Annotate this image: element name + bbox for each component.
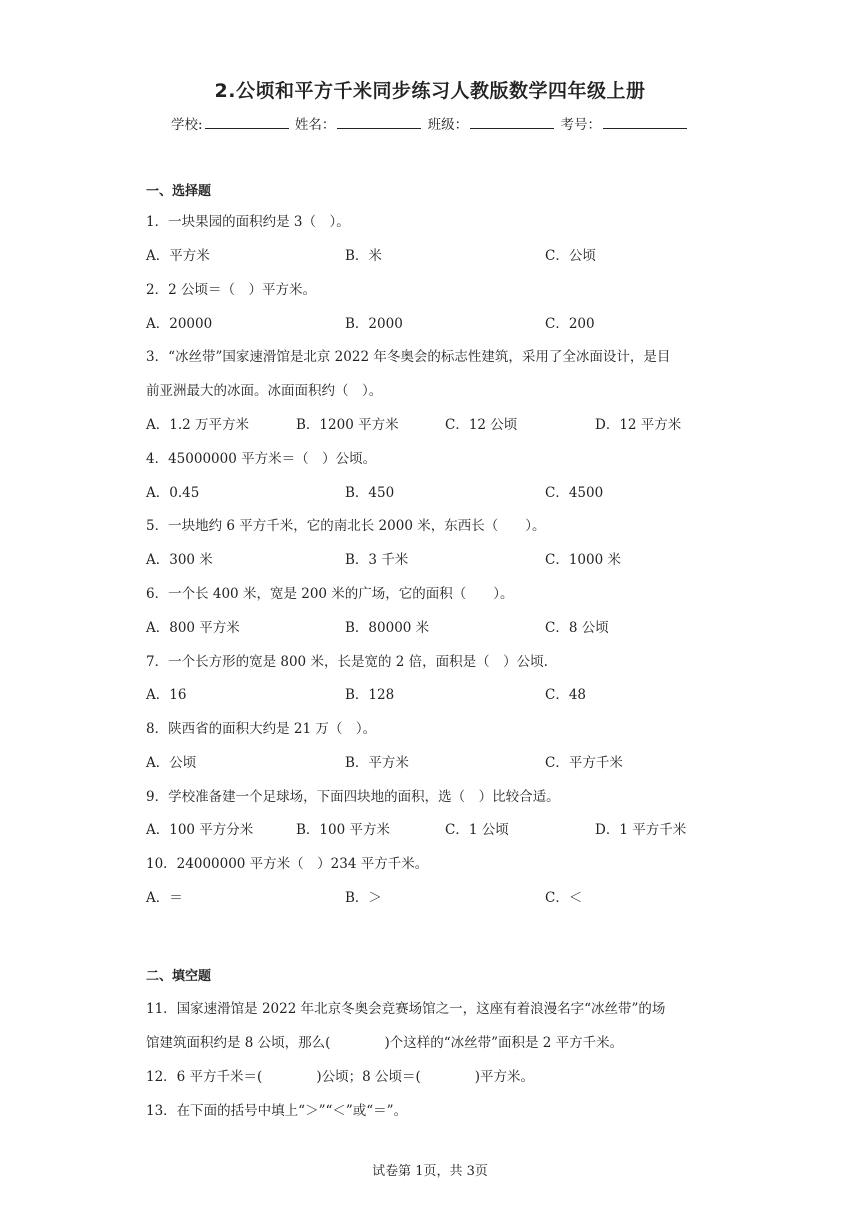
q3-option-d[interactable]: D．12 平方米 <box>595 417 682 433</box>
q2-option-c[interactable]: C．200 <box>545 316 595 332</box>
q2-option-a[interactable]: A．20000 <box>146 316 213 332</box>
q10-option-c[interactable]: C．＜ <box>545 890 583 906</box>
q7-option-a[interactable]: A．16 <box>146 687 187 703</box>
page-title: 2.公顷和平方千米同步练习人教版数学四年级上册 <box>214 80 646 102</box>
q5-option-c[interactable]: C．1000 米 <box>545 552 621 568</box>
question-11-line-1: 11．国家速滑馆是 2022 年北京冬奥会竞赛场馆之一，这座有着浪漫名字“冰丝带”的场 <box>146 1001 666 1017</box>
q5-option-a[interactable]: A．300 米 <box>146 552 213 568</box>
q10-option-b[interactable]: B．＞ <box>345 890 382 906</box>
q4-option-c[interactable]: C．4500 <box>545 485 604 501</box>
exam-no-blank[interactable] <box>603 116 687 129</box>
q6-option-c[interactable]: C．8 公顷 <box>545 620 609 636</box>
question-1: 1．一块果园的面积约是 3（ ）。 <box>146 214 350 230</box>
q9-option-a[interactable]: A．100 平方分米 <box>146 822 254 838</box>
q9-option-b[interactable]: B．100 平方米 <box>296 822 390 838</box>
question-7: 7．一个长方形的宽是 800 米，长是宽的 2 倍，面积是（ ）公顷. <box>146 654 548 670</box>
q8-option-a[interactable]: A．公顷 <box>146 755 197 771</box>
q3-option-b[interactable]: B．1200 平方米 <box>296 417 399 433</box>
q4-option-b[interactable]: B．450 <box>345 485 395 501</box>
q5-option-b[interactable]: B．3 千米 <box>345 552 409 568</box>
question-9: 9．学校准备建一个足球场，下面四块地的面积，选（ ）比较合适。 <box>146 789 560 805</box>
school-blank[interactable] <box>205 116 289 129</box>
question-2: 2．2 公顷＝（ ）平方米。 <box>146 282 316 298</box>
question-6: 6．一个长 400 米，宽是 200 米的广场，它的面积（ ）。 <box>146 586 514 602</box>
school-label: 学校: <box>171 117 203 133</box>
section-heading-choice: 一、选择题 <box>146 184 212 199</box>
question-3-line-1: 3．“冰丝带”国家速滑馆是北京 2022 年冬奥会的标志性建筑，采用了全冰面设计，是目 <box>146 349 671 365</box>
exam-no-label: 考号： <box>560 117 601 133</box>
question-12: 12．6 平方千米＝( )公顷；8 公顷＝( )平方米。 <box>146 1069 535 1085</box>
q6-option-a[interactable]: A．800 平方米 <box>146 620 240 636</box>
q9-option-d[interactable]: D．1 平方千米 <box>595 822 687 838</box>
q4-option-a[interactable]: A．0.45 <box>146 485 200 501</box>
section-heading-fill: 二、填空题 <box>146 969 212 984</box>
q3-option-c[interactable]: C．12 公顷 <box>445 417 518 433</box>
question-3-line-2: 前亚洲最大的冰面。冰面面积约（ ）。 <box>146 383 383 399</box>
student-info-line <box>0 113 860 133</box>
question-5: 5．一块地约 6 平方千米，它的南北长 2000 米，东西长（ ）。 <box>146 518 546 534</box>
q1-option-c[interactable]: C．公顷 <box>545 248 596 264</box>
question-4: 4．45000000 平方米＝（ ）公顷。 <box>146 451 377 467</box>
question-8: 8．陕西省的面积大约是 21 万（ ）。 <box>146 721 377 737</box>
q3-option-a[interactable]: A．1.2 万平方米 <box>146 417 250 433</box>
q6-option-b[interactable]: B．80000 米 <box>345 620 430 636</box>
question-10: 10．24000000 平方米（ ）234 平方千米。 <box>146 856 429 872</box>
q2-option-b[interactable]: B．2000 <box>345 316 403 332</box>
question-13: 13．在下面的括号中填上“＞”“＜”或“＝”。 <box>146 1103 408 1119</box>
q10-option-a[interactable]: A．＝ <box>146 890 183 906</box>
question-11-line-2: 馆建筑面积约是 8 公顷，那么( )个这样的“冰丝带”面积是 2 平方千米。 <box>146 1035 624 1051</box>
name-blank[interactable] <box>337 116 421 129</box>
q9-option-c[interactable]: C．1 公顷 <box>445 822 509 838</box>
q7-option-b[interactable]: B．128 <box>345 687 395 703</box>
page-footer: 试卷第 1页，共 3页 <box>372 1164 488 1179</box>
q8-option-c[interactable]: C．平方千米 <box>545 755 623 771</box>
class-label: 班级： <box>427 117 469 133</box>
q7-option-c[interactable]: C．48 <box>545 687 587 703</box>
q1-option-b[interactable]: B．米 <box>345 248 382 264</box>
q8-option-b[interactable]: B．平方米 <box>345 755 409 771</box>
class-blank[interactable] <box>470 116 554 129</box>
q1-option-a[interactable]: A．平方米 <box>146 248 210 264</box>
name-label: 姓名： <box>294 117 336 133</box>
